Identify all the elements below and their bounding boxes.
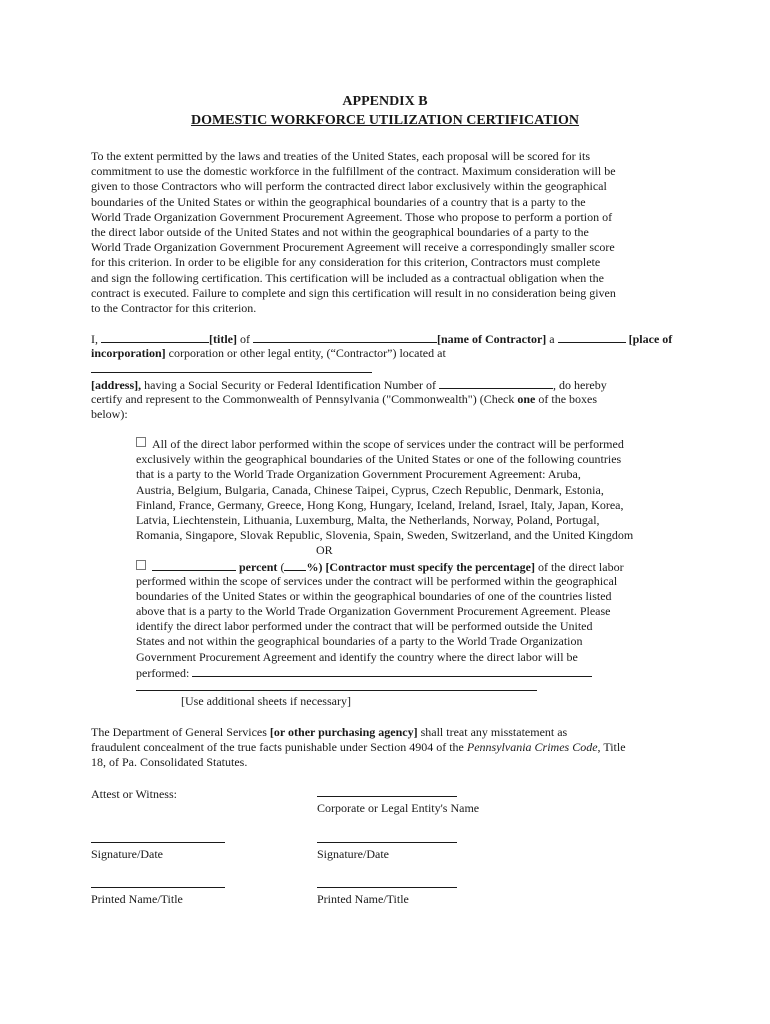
- option-one-line: exclusively within the geographical boundaries of the United States or one of the following countries: [136, 452, 622, 467]
- intro-line: to the Contractor for this criterion.: [91, 300, 257, 315]
- witness-signature-field[interactable]: [91, 842, 225, 843]
- intro-line: and sign the following certification. This certification will be included as a contractual obligation when the: [91, 270, 604, 285]
- option-one-line: Finland, France, Germany, Greece, Hong Kong, Hungary, Iceland, Ireland, Israel, Italy, Japan, Korea,: [136, 497, 624, 512]
- title-field[interactable]: [101, 331, 209, 343]
- below-text: below):: [91, 406, 128, 421]
- option-two-line: States and not within the geographical boundaries of a party to the World Trade Organization: [136, 634, 583, 649]
- certify-text: certify and represent to the Commonwealth of Pennsylvania ("Commonwealth") (Check: [91, 391, 518, 406]
- entity-name-field[interactable]: [317, 796, 457, 797]
- intro-line: To the extent permitted by the laws and treaties of the United States, each proposal will be scored for its: [91, 149, 591, 163]
- one-text: one: [517, 391, 536, 406]
- or-separator: OR: [316, 543, 333, 558]
- percent-label: percent: [236, 559, 278, 574]
- specify-percentage-label: [Contractor must specify the percentage]: [325, 559, 535, 574]
- intro-paragraph: [91, 149, 616, 316]
- incorporation-label: incorporation]: [91, 346, 166, 361]
- contractor-name-field[interactable]: [253, 331, 437, 343]
- intro-line: the direct labor outside of the United States and not within the geographical boundaries of a party to the: [91, 224, 589, 239]
- intro-line: World Trade Organization Government Procurement Agreement. Those who propose to perform a portion of: [91, 209, 613, 224]
- agency-label: [or other purchasing agency]: [269, 725, 418, 739]
- witness-signature-label: Signature/Date: [91, 847, 163, 861]
- dgs-text: shall treat any misstatement as: [417, 725, 568, 739]
- dgs-text: The Department of General Services: [91, 725, 270, 739]
- certification-statement: [91, 331, 672, 422]
- option-two-line: performed within the scope of services under the contract will be performed within the geographical: [136, 573, 618, 588]
- paren-open: (: [277, 559, 285, 574]
- place-label: [place of: [628, 332, 673, 346]
- intro-line: World Trade Organization Government Procurement Agreement will receive a correspondingly smaller score: [91, 240, 615, 255]
- intro-line: boundaries of the United States or within the geographical boundaries of a country that is a party to the: [91, 194, 586, 209]
- cert-of: of: [236, 332, 253, 346]
- option-one-line: All of the direct labor performed within the scope of services under the contract will be performed: [152, 437, 624, 451]
- percent-close: %): [306, 559, 326, 574]
- entity-name-label: Corporate or Legal Entity's Name: [317, 801, 480, 815]
- intro-line: for this criterion. In order to be eligible for any consideration for this criterion, Contractors must complete: [91, 255, 601, 270]
- dgs-text: fraudulent concealment of the true facts punishable under Section 4904 of the: [91, 740, 467, 755]
- witness-printed-name-label: Printed Name/Title: [91, 892, 183, 906]
- contractor-signature-label: Signature/Date: [317, 847, 389, 861]
- address-label: [address],: [91, 377, 142, 392]
- dgs-text: 18, of Pa. Consolidated Statutes.: [91, 755, 248, 770]
- option-one: [136, 437, 633, 680]
- contractor-printed-name-label: Printed Name/Title: [317, 892, 409, 906]
- option-one-line: Latvia, Liechtenstein, Lithuania, Luxemburg, Malta, the Netherlands, Norway, Poland, Portugal,: [136, 512, 600, 527]
- boxes-text: of the boxes: [535, 391, 598, 406]
- intro-line: contract is executed. Failure to complete and sign this certification will result in no consideration being given: [91, 285, 616, 300]
- option-two-rest: of the direct labor: [534, 559, 624, 574]
- hereby-text: , do hereby: [553, 377, 607, 392]
- performed-label: performed:: [136, 665, 193, 680]
- option-two-line: above that is a party to the World Trade Organization Government Procurement Agreement. Please: [136, 604, 611, 619]
- incorporation-text: corporation or other legal entity, (“Contractor”) located at: [165, 346, 446, 361]
- dgs-text: , Title: [597, 740, 626, 755]
- percent-amount-field[interactable]: [152, 559, 236, 571]
- percent-field[interactable]: [284, 559, 306, 571]
- attest-label: Attest or Witness:: [91, 787, 177, 801]
- option-one-line: that is a party to the World Trade Organization Government Procurement Agreement: Aruba,: [136, 467, 581, 482]
- option-one-line: Romania, Singapore, Slovak Republic, Slovenia, Spain, Sweden, Switzerland, and the United Kingdom: [136, 528, 634, 543]
- performed-field[interactable]: [192, 665, 592, 677]
- cert-a: a: [546, 332, 558, 346]
- intro-line: given to those Contractors who will perform the contracted direct labor exclusively within the geographical: [91, 179, 607, 194]
- address-field[interactable]: [91, 361, 372, 373]
- witness-printed-name-field[interactable]: [91, 887, 225, 888]
- contractor-signature-field[interactable]: [317, 842, 457, 843]
- appendix-title: APPENDIX B: [342, 94, 428, 109]
- crimes-code: Pennsylvania Crimes Code: [466, 740, 598, 755]
- cert-i: I,: [91, 332, 98, 346]
- option-one-checkbox[interactable]: [136, 437, 146, 447]
- option-two-line: Government Procurement Agreement and identify the country where the direct labor will be: [136, 649, 578, 664]
- title-label: [title]: [209, 332, 237, 346]
- dgs-paragraph: [91, 725, 626, 771]
- contractor-printed-name-field[interactable]: [317, 887, 457, 888]
- contractor-name-label: [name of Contractor]: [436, 332, 547, 346]
- address-text: having a Social Security or Federal Identification Number of: [141, 377, 440, 392]
- intro-line: commitment to use the domestic workforce in the fulfillment of the contract. Maximum consideration will be: [91, 164, 616, 179]
- additional-sheets-note: [Use additional sheets if necessary]: [181, 694, 351, 708]
- option-two-checkbox[interactable]: [136, 560, 146, 570]
- option-two-line: boundaries of the United States or within the geographical boundaries of one of the countries listed: [136, 588, 612, 603]
- place-of-incorporation-field[interactable]: [558, 331, 626, 343]
- certification-title: DOMESTIC WORKFORCE UTILIZATION CERTIFICATION: [190, 113, 580, 128]
- id-number-field[interactable]: [439, 377, 553, 389]
- option-two-line: identify the direct labor performed under the contract that will be performed outside the United: [136, 619, 593, 634]
- additional-labor-field[interactable]: [136, 690, 537, 691]
- option-one-line: Austria, Belgium, Bulgaria, Canada, Chinese Taipei, Cyprus, Czech Republic, Denmark, Estonia,: [136, 482, 604, 497]
